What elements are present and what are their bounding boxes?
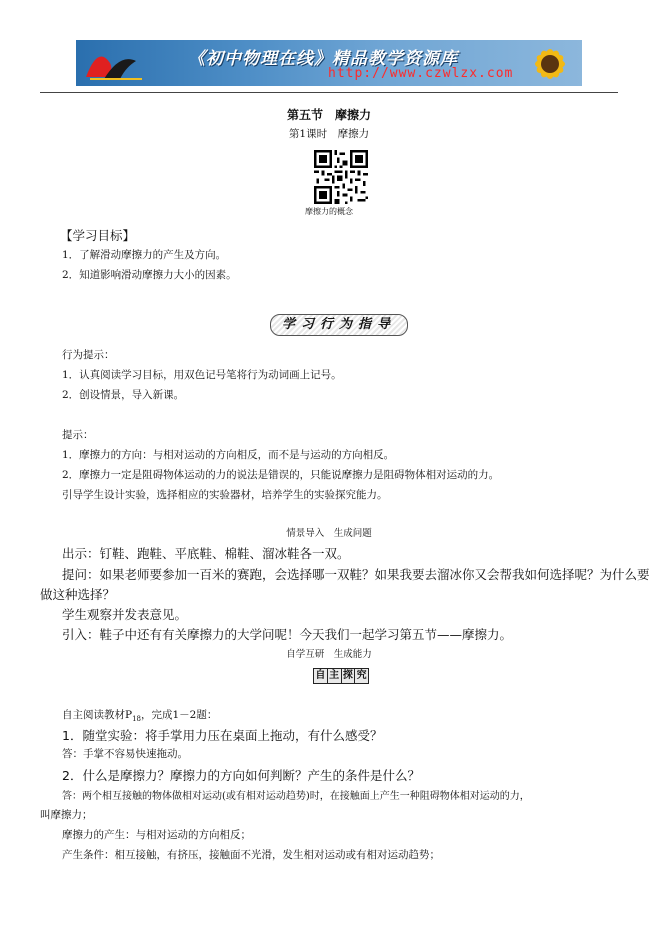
hint-item: 1．摩擦力的方向：与相对运动的方向相反，而不是与运动的方向相反。 xyxy=(62,449,395,461)
hint-item: 2．摩擦力一定是阻碍物体运动的力的说法是错误的，只能说摩擦力是阻碍物体相对运动的力。 xyxy=(62,469,500,481)
intro-ask-cont: 做这种选择？ xyxy=(40,587,116,602)
behavior-item: 2．创设情景，导入新课。 xyxy=(62,389,185,401)
goals-heading: 【学习目标】 xyxy=(60,228,136,243)
goal-item: 1．了解滑动摩擦力的产生及方向。 xyxy=(62,249,227,261)
answer-1: 答：手掌不容易快速拖动。 xyxy=(62,748,188,760)
lesson-title: 第1课时 摩擦力 xyxy=(288,128,370,140)
answer-2-cont: 叫摩擦力； xyxy=(40,809,93,821)
learning-guide-label: 学习行为指导 xyxy=(281,317,396,332)
box-char: 探 xyxy=(342,669,356,683)
friction-conditions: 产生条件：相互接触，有挤压，接触面不光滑，发生相对运动或有相对运动趋势； xyxy=(62,849,440,861)
goal-item: 2．知道影响滑动摩擦力大小的因素。 xyxy=(62,269,237,281)
question-2: 2．什么是摩擦力？摩擦力的方向如何判断？产生的条件是什么？ xyxy=(62,768,420,783)
qr-code-icon xyxy=(314,150,368,204)
box-char: 主 xyxy=(328,669,342,683)
intro-show: 出示：钉鞋、跑鞋、平底鞋、棉鞋、溜冰鞋各一双。 xyxy=(62,546,350,561)
intro-ask: 提问：如果老师要参加一百米的赛跑，会选择哪一双鞋？如果我要去溜冰你又会帮我如何选择呢？为什么要 xyxy=(62,567,650,582)
banner-url: http://www.czwlzx.com xyxy=(328,66,514,81)
reading-prefix: 自主阅读教材P xyxy=(62,709,133,721)
friction-origin: 摩擦力的产生：与相对运动的方向相反； xyxy=(62,829,251,841)
intro-lead: 引入：鞋子中还有有关摩擦力的大学问呢！今天我们一起学习第五节——摩擦力。 xyxy=(62,627,513,642)
box-char: 究 xyxy=(356,670,367,681)
self-exploration-box xyxy=(313,668,369,684)
learning-guide-banner xyxy=(270,314,408,336)
behavior-item: 1．认真阅读学习目标，用双色记号笔将行为动词画上记号。 xyxy=(62,369,342,381)
intro-heading: 情景导入 生成问题 xyxy=(286,528,372,539)
header-rule xyxy=(40,92,618,93)
answer-2: 答：两个相互接触的物体做相对运动(或有相对运动趋势)时，在接触面上产生一种阻碍物体相对运动的力， xyxy=(62,791,530,802)
intro-observe: 学生观察并发表意见。 xyxy=(62,607,188,622)
question-1: 1．随堂实验：将手掌用力压在桌面上拖动，有什么感受？ xyxy=(62,728,383,743)
header-banner xyxy=(76,40,582,86)
page-number: 18 xyxy=(132,715,141,724)
section-title: 第五节 摩擦力 xyxy=(286,108,371,122)
self-study-heading: 自学互研 生成能力 xyxy=(286,649,372,660)
reading-instruction xyxy=(62,707,217,723)
behavior-heading: 行为提示： xyxy=(62,349,115,361)
sunflower-icon xyxy=(502,40,582,86)
hints-heading: 提示： xyxy=(62,429,94,441)
reading-suffix: ，完成1－2题： xyxy=(141,709,218,721)
qr-caption: 摩擦力的概念 xyxy=(305,207,353,216)
site-logo-icon xyxy=(80,43,150,83)
box-char: 自 xyxy=(314,669,328,683)
banner-title: 《初中物理在线》精品教学资源库 xyxy=(188,49,458,69)
hint-item: 引导学生设计实验，选择相应的实验器材，培养学生的实验探究能力。 xyxy=(62,489,388,501)
